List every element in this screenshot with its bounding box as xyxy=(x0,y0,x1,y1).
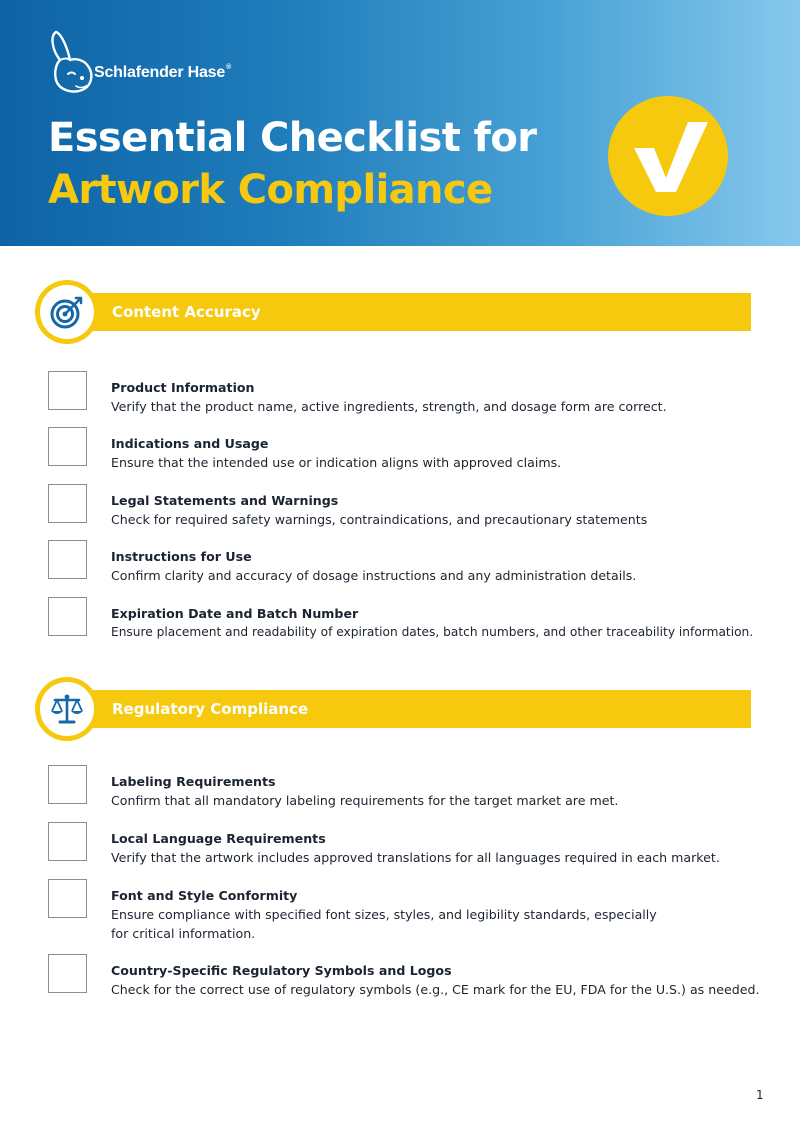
page-title xyxy=(48,112,536,216)
section-icon-content-accuracy xyxy=(35,280,99,344)
brand-name xyxy=(94,64,231,82)
item-description: Ensure that the intended use or indication aligns with approved claims. xyxy=(111,455,562,470)
item-description: Ensure placement and readability of expiration dates, batch numbers, and other traceability information. xyxy=(111,625,754,639)
checkmark-badge xyxy=(608,96,728,216)
brand-logo xyxy=(46,30,94,96)
checkbox[interactable] xyxy=(48,540,87,579)
scales-icon xyxy=(49,691,85,727)
title-line-1: Essential Checklist for xyxy=(48,115,537,161)
item-title: Product Information xyxy=(111,380,255,395)
item-description: Confirm that all mandatory labeling requirements for the target market are met. xyxy=(111,793,619,808)
checkbox[interactable] xyxy=(48,954,87,993)
registered-mark: ® xyxy=(226,64,232,71)
item-title: Local Language Requirements xyxy=(111,831,326,846)
item-description: Confirm clarity and accuracy of dosage instructions and any administration details. xyxy=(111,568,637,583)
item-title: Font and Style Conformity xyxy=(111,888,298,903)
checkbox[interactable] xyxy=(48,765,87,804)
brand-name-text: Schlafender Hase xyxy=(94,64,226,81)
page-number: 1 xyxy=(756,1088,764,1102)
checkbox[interactable] xyxy=(48,484,87,523)
item-title: Expiration Date and Batch Number xyxy=(111,606,359,621)
rabbit-logo-icon xyxy=(46,30,94,96)
item-title: Instructions for Use xyxy=(111,549,252,564)
header-banner xyxy=(0,0,800,246)
item-description: Verify that the artwork includes approved translations for all languages required in each market. xyxy=(111,850,720,865)
item-title: Indications and Usage xyxy=(111,436,269,451)
item-description: Ensure compliance with specified font sizes, styles, and legibility standards, especially for critical information. xyxy=(111,907,657,941)
checkbox[interactable] xyxy=(48,597,87,636)
item-title: Legal Statements and Warnings xyxy=(111,493,339,508)
title-line-2: Artwork Compliance xyxy=(48,167,493,213)
checkbox[interactable] xyxy=(48,427,87,466)
checkmark-icon xyxy=(608,96,728,216)
section-title-content-accuracy: Content Accuracy xyxy=(112,303,261,321)
section-title-regulatory-compliance: Regulatory Compliance xyxy=(112,700,309,718)
item-title: Labeling Requirements xyxy=(111,774,276,789)
item-description: Check for the correct use of regulatory symbols (e.g., CE mark for the EU, FDA for the U.S.) as needed. xyxy=(111,982,760,997)
item-description: Verify that the product name, active ingredients, strength, and dosage form are correct. xyxy=(111,399,667,414)
target-icon xyxy=(49,294,85,330)
item-title: Country-Specific Regulatory Symbols and Logos xyxy=(111,963,452,978)
item-description: Check for required safety warnings, contraindications, and precautionary statements xyxy=(111,512,648,527)
checkbox[interactable] xyxy=(48,371,87,410)
section-icon-regulatory-compliance xyxy=(35,677,99,741)
checkbox[interactable] xyxy=(48,879,87,918)
checkbox[interactable] xyxy=(48,822,87,861)
